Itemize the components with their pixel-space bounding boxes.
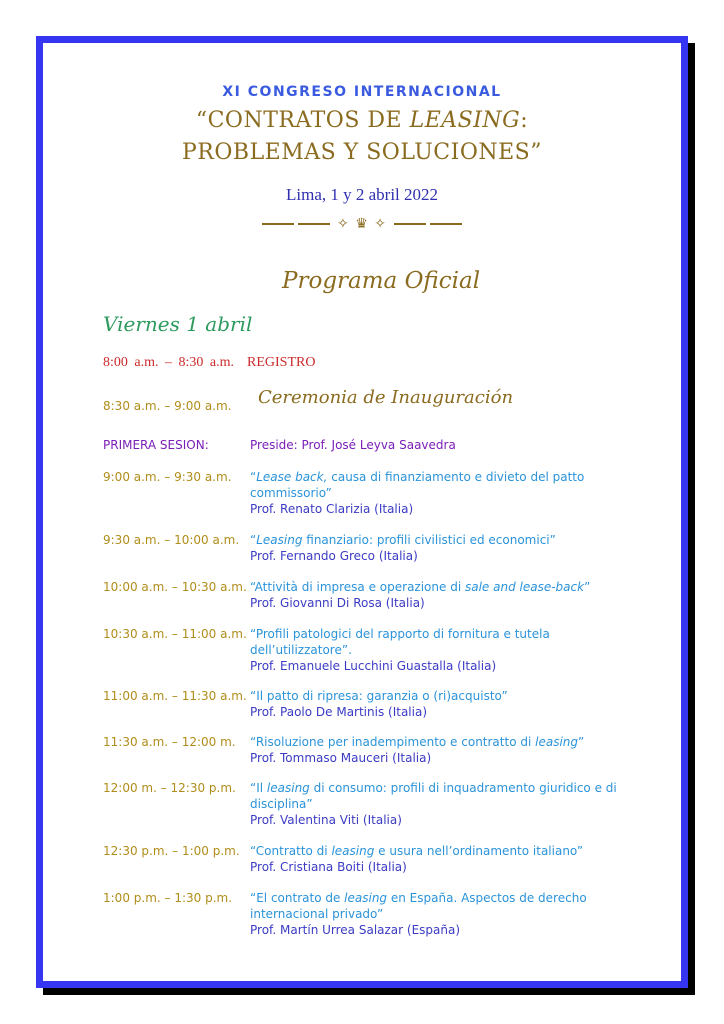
talk-title-text: ”	[578, 735, 585, 749]
talk-title-italic: leasing	[344, 891, 388, 905]
talk-content	[250, 532, 640, 564]
talk-title-text: ”	[584, 580, 591, 594]
session-chair: Preside: Prof. José Leyva Saavedra	[250, 438, 456, 452]
registration-time: 8:00 a.m. – 8:30 a.m.	[103, 355, 234, 370]
talk-speaker: Prof. Tommaso Mauceri (Italia)	[250, 751, 432, 765]
ornament-divider	[0, 216, 724, 232]
talk-title-italic: leasing	[266, 781, 310, 795]
talk-title-text: “Contratto di	[250, 844, 332, 858]
talk-time: 1:00 p.m. – 1:30 p.m.	[103, 891, 233, 905]
talk-title-italic: Lease back,	[256, 470, 328, 484]
talk-content	[250, 688, 640, 720]
talk-title-text: en España. Aspectos de derecho internacional privado”	[250, 891, 587, 921]
subtitle-text: “CONTRATOS DE	[195, 108, 410, 133]
talk-speaker: Prof. Emanuele Lucchini Guastalla (Italia)	[250, 659, 497, 673]
ceremony-time: 8:30 a.m. – 9:00 a.m.	[103, 399, 232, 413]
talk-time: 9:30 a.m. – 10:00 a.m.	[103, 533, 240, 547]
day-heading: Viernes 1 abril	[103, 312, 253, 336]
talk-title-text: “Il patto di ripresa: garanzia o (ri)acquisto”	[250, 689, 508, 703]
talk-title-text: “Attività di impresa e operazione di	[250, 580, 465, 594]
place-date: Lima, 1 y 2 abril 2022	[285, 185, 439, 204]
talk-title-text: “	[250, 533, 257, 547]
talk-title-italic: Leasing	[256, 533, 303, 547]
diamond-star-icon: ✧	[374, 216, 387, 232]
talk-title	[250, 890, 640, 922]
talk-time: 10:00 a.m. – 10:30 a.m.	[103, 580, 247, 594]
talk-speaker: Prof. Cristiana Boiti (Italia)	[250, 860, 407, 874]
talk-title-text: “El contrato de	[250, 891, 345, 905]
talk-time: 9:00 a.m. – 9:30 a.m.	[103, 470, 232, 484]
talk-content	[250, 890, 640, 938]
talk-title	[250, 843, 640, 859]
talk-title-italic: leasing	[331, 844, 375, 858]
talk-content	[250, 780, 640, 828]
talk-title-italic: leasing	[535, 735, 579, 749]
talk-time: 10:30 a.m. – 11:00 a.m.	[103, 627, 247, 641]
ornament-line	[298, 223, 330, 225]
program-title: Programa Oficial	[282, 268, 481, 294]
talk-speaker: Prof. Martín Urrea Salazar (España)	[250, 923, 461, 937]
ornament-line	[262, 223, 294, 225]
congress-subtitle-line2: PROBLEMAS Y SOLUCIONES”	[182, 140, 542, 165]
ornament-line	[394, 223, 426, 225]
talk-title-italic: sale and lease-back	[464, 580, 585, 594]
talk-title-text: e usura nell’ordinamento italiano”	[374, 844, 584, 858]
talk-title	[250, 579, 640, 595]
talk-content	[250, 579, 640, 611]
talk-time: 12:30 p.m. – 1:00 p.m.	[103, 844, 240, 858]
talk-time: 11:00 a.m. – 11:30 a.m.	[103, 689, 247, 703]
talk-speaker: Prof. Fernando Greco (Italia)	[250, 549, 418, 563]
talk-speaker: Prof. Giovanni Di Rosa (Italia)	[250, 596, 425, 610]
talk-title-text: causa di finanziamento e divieto del patto commissorio”	[250, 470, 585, 500]
talk-title-text: “Risoluzione per inadempimento e contratto di	[250, 735, 536, 749]
talk-speaker: Prof. Valentina Viti (Italia)	[250, 813, 402, 827]
talk-title-text: di consumo: profili di inquadramento giuridico e di disciplina”	[250, 781, 617, 811]
talk-content	[250, 843, 640, 875]
crown-icon: ♛	[355, 216, 369, 232]
talk-content	[250, 626, 640, 674]
talk-speaker: Prof. Renato Clarizia (Italia)	[250, 502, 414, 516]
subtitle-leasing: LEASING	[409, 108, 521, 133]
congress-subtitle-line1	[0, 108, 724, 133]
talk-time: 12:00 m. – 12:30 p.m.	[103, 781, 236, 795]
talk-title	[250, 532, 640, 548]
subtitle-colon: :	[520, 108, 529, 133]
ornament-line	[430, 223, 462, 225]
talk-title	[250, 688, 640, 704]
talk-title-text: finanziario: profili civilistici ed economici”	[302, 533, 556, 547]
talk-title	[250, 780, 640, 812]
talk-title-text: “	[250, 470, 257, 484]
talk-title	[250, 626, 640, 658]
diamond-star-icon: ✧	[337, 216, 350, 232]
session-label: PRIMERA SESION:	[103, 438, 209, 452]
talk-content	[250, 469, 640, 517]
registration-label: REGISTRO	[247, 355, 316, 370]
talk-title-text: “Il	[250, 781, 267, 795]
talk-speaker: Prof. Paolo De Martinis (Italia)	[250, 705, 428, 719]
ceremony-label: Ceremonia de Inauguración	[258, 387, 514, 408]
talk-content	[250, 734, 640, 766]
talk-time: 11:30 a.m. – 12:00 m.	[103, 735, 236, 749]
talk-title-text: “Profili patologici del rapporto di fornitura e tutela dell’utilizzatore”.	[250, 627, 550, 657]
talk-title	[250, 734, 640, 750]
congress-title: XI CONGRESO INTERNACIONAL	[222, 84, 502, 100]
talk-title	[250, 469, 640, 501]
